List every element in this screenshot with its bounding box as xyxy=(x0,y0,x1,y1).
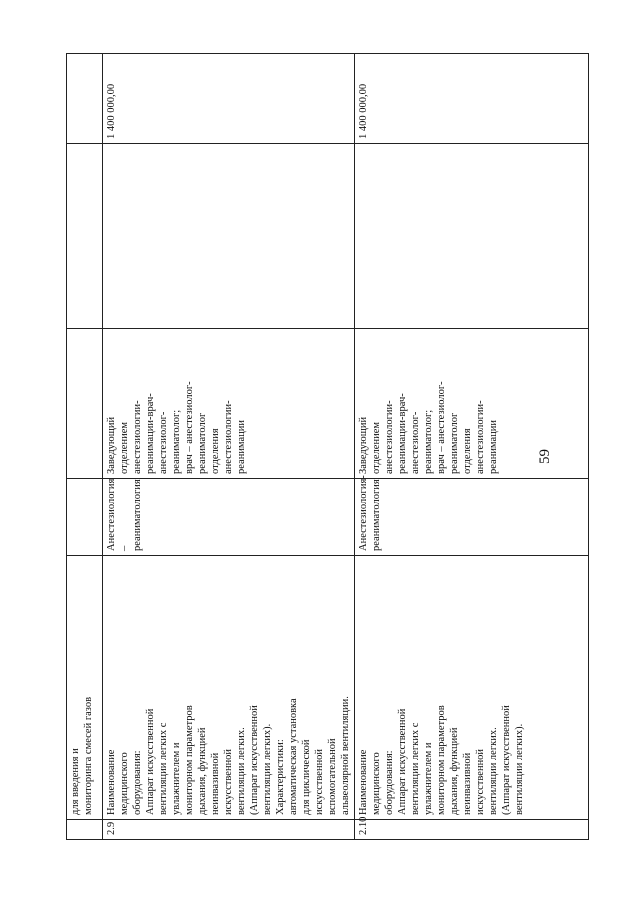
position-line: реаниматолог; xyxy=(423,409,434,474)
position-line: отделения xyxy=(210,428,221,474)
equipment-name-line: искусственной xyxy=(314,748,325,815)
quantity-cell xyxy=(103,144,355,329)
position-line: врач – анестезиолог- xyxy=(436,381,447,474)
price-cell xyxy=(103,54,355,144)
document-sheet xyxy=(66,54,586,840)
specialty-cell xyxy=(355,475,589,556)
equipment-name-line: вентиляции легких. xyxy=(488,727,499,815)
equipment-name-line: увлажнителем и xyxy=(423,742,434,815)
table-row xyxy=(355,54,589,840)
row-number-cell xyxy=(103,820,355,840)
position-line: отделением xyxy=(371,421,382,474)
equipment-name-line: мониторинга смесей газов xyxy=(83,696,94,815)
equipment-name-line: оборудования: xyxy=(132,750,143,815)
row-number: 2.9 xyxy=(106,821,117,835)
equipment-name-line: мониторном параметров xyxy=(436,705,447,815)
row-number-cell xyxy=(67,820,103,840)
equipment-name-line: для введения и xyxy=(70,748,81,815)
equipment-name-line: медицинского xyxy=(371,752,382,815)
position-line: реанимации-врач- xyxy=(397,393,408,474)
price-value: 1 400 000,00 xyxy=(358,83,369,139)
equipment-name-line: Характеристики: xyxy=(275,739,286,815)
table-row xyxy=(103,54,355,840)
equipment-name-cell xyxy=(67,556,103,820)
table-row xyxy=(67,54,103,840)
specialty-line: реаниматология xyxy=(132,479,143,551)
equipment-name-line: альвеолярной вентиляции. xyxy=(340,696,351,815)
position-line: анестезиолог- xyxy=(410,411,421,474)
equipment-name-line: для циклической xyxy=(301,739,312,815)
equipment-name-line: вентиляции легких. xyxy=(236,727,247,815)
position-cell xyxy=(355,329,589,479)
equipment-name-line: Аппарат искусственной xyxy=(145,708,156,815)
position-line: врач – анестезиолог- xyxy=(184,381,195,474)
equipment-name-line: вентиляции легких). xyxy=(514,723,525,815)
position-line: отделением xyxy=(119,421,130,474)
equipment-name-line: вентиляции легких с xyxy=(158,722,169,815)
equipment-name-line: вентиляции легких). xyxy=(262,723,273,815)
position-line: анестезиологии- xyxy=(475,400,486,474)
page-number: 59 xyxy=(537,449,553,464)
equipment-name-cell xyxy=(103,556,355,820)
price-cell xyxy=(67,54,103,144)
equipment-name-line: вспомогательной xyxy=(327,738,338,815)
position-line: анестезиологии- xyxy=(223,400,234,474)
position-line: реаниматолог xyxy=(197,412,208,474)
row-number: 2.10 xyxy=(358,816,369,835)
equipment-name-line: мониторном параметров xyxy=(184,705,195,815)
equipment-name-line: дыхания, функцией xyxy=(449,727,460,815)
specialty-line: реаниматология xyxy=(371,479,382,551)
position-line: реанимации-врач- xyxy=(145,393,156,474)
position-line: реанимации xyxy=(236,419,247,474)
quantity-cell xyxy=(355,144,589,329)
specialty-line: Анестезиология- xyxy=(358,475,369,551)
equipment-name-line: Аппарат искусственной xyxy=(397,708,408,815)
position-line: реанимации xyxy=(488,419,499,474)
equipment-name-line: автоматическая установка xyxy=(288,698,299,815)
equipment-name-line: дыхания, функцией xyxy=(197,727,208,815)
equipment-name-line: Наименование xyxy=(358,749,369,815)
position-line: Заведующий xyxy=(106,416,117,474)
equipment-name-line: вентиляции легких с xyxy=(410,722,421,815)
equipment-name-line: неинвазивной xyxy=(462,752,473,815)
equipment-name-cell xyxy=(355,556,589,820)
position-line: анестезиологии- xyxy=(384,400,395,474)
equipment-name-line: искусственной xyxy=(223,748,234,815)
equipment-table xyxy=(66,53,589,840)
specialty-line: Анестезиология – xyxy=(106,476,130,551)
specialty-cell xyxy=(67,479,103,556)
position-line: анестезиолог- xyxy=(158,411,169,474)
row-number-cell xyxy=(355,816,589,840)
equipment-name-line: (Аппарат искусственной xyxy=(501,705,512,815)
position-line: отделения xyxy=(462,428,473,474)
equipment-name-line: медицинского xyxy=(119,752,130,815)
equipment-name-line: искусственной xyxy=(475,748,486,815)
position-line: анестезиологии- xyxy=(132,400,143,474)
quantity-cell xyxy=(67,144,103,329)
position-line: реаниматолог; xyxy=(171,409,182,474)
price-cell xyxy=(355,54,589,144)
equipment-name-line: Наименование xyxy=(106,749,117,815)
equipment-name-line: оборудования: xyxy=(384,750,395,815)
position-cell xyxy=(67,329,103,479)
position-cell xyxy=(103,329,355,479)
equipment-name-line: увлажнителем и xyxy=(171,742,182,815)
equipment-name-line: (Аппарат искусственной xyxy=(249,705,260,815)
specialty-cell xyxy=(103,476,355,556)
equipment-name-line: неинвазивной xyxy=(210,752,221,815)
position-line: Заведующий xyxy=(358,416,369,474)
price-value: 1 400 000,00 xyxy=(106,83,117,139)
position-line: реаниматолог xyxy=(449,412,460,474)
